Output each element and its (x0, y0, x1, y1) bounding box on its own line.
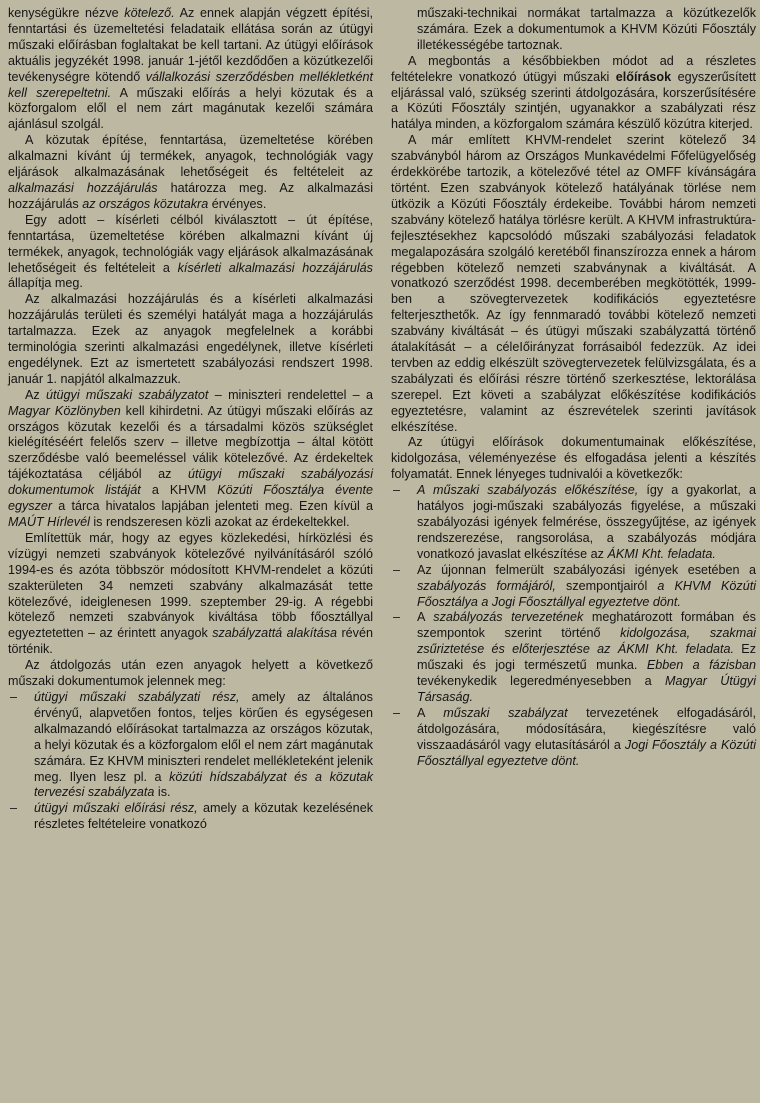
paragraph: Egy adott – kísérleti célból kiválasztott – út építése, fenntartása, üzemeltetése körében alkalmazni kívánt új termékek, anyagok, technológiák vagy eljárások alkalmazásának lehetőségeit és feltételeit a kísérleti alkalmazási hozzájárulás állapítja meg. (8, 212, 373, 291)
right-column (391, 6, 756, 1103)
paragraph: Említettük már, hogy az egyes közlekedési, hírközlési és vízügyi nemzeti szabványok kötelezővé nyilvánításáról szóló 1994-es és azóta többször módosított KHVM-rendelet a közúti szakterületen 34 nemzeti szabvány alkalmazását tette kötelezővé, ideiglenesen 1999. szeptember 29-ig. A régebbi kötelező nemzeti szabványok kiváltása több főosztállyal egyeztetetten – az érintett anyagok szabályzattá alakítása révén történik. (8, 530, 373, 657)
paragraph: kenységükre nézve kötelező. Az ennek alapján végzett építési, fenntartási és üzemeltetési feladataik ellátása során az útügyi műszaki előírásban foglaltakat be kell tartani. Az útügyi előírások aktuális jegyzékét 1998. január 1-jétől kezdődően a közútkezelői tevékenységre kötendő vállalkozási szerződésben mellékletként kell szerepeltetni. A műszaki előírás a helyi közutak és a közforgalom elől el nem zárt magánutak kezelői számára ajánlásul szolgál. (8, 6, 373, 132)
dash-list (391, 483, 756, 769)
paragraph: Az alkalmazási hozzájárulás és a kísérleti alkalmazási hozzájárulás területi és személyi hatályát maga a hozzájárulás tartalmazza. Ezek az anyagok megfelelnek a korábbi terminológia szerinti alkalmazási engedélynek, illetve kísérleti engedélynek. Ezt az ismertetett szabályozási rendszert 1998. január 1. napjától alkalmazzuk. (8, 292, 373, 386)
paragraph: műszaki-technikai normákat tartalmazza a közútkezelők számára. Ezek a dokumentumok a KHVM Közúti Főosztály illetékességébe tartoznak. (417, 6, 756, 52)
paragraph: A már említett KHVM-rendelet szerint kötelező 34 szabványból három az Országos Munkavédelmi Főfelügyelőség érdekkörébe tartozik, a kötelezővé tétel az OMFF kívánságára történt. Ezen szabványok kötelező hatályának törlése nem ütközik a Közúti Főosztály érdekeibe. További három nemzeti szabvány kötelező hatálya törlésre került. A KHVM infrastruktúra-fejlesztésekhez kapcsolódó műszaki szabályozási feladatok megalapozására szolgáló keretéből finanszírozza ennek a három régebben kötelező nemzeti szabványnak a kiváltását. A vonatkozó szerződést 1998. decemberében megkötötték, 1999-ben a szövegtervezetek kodifikációs egyeztetésre felterjeszthetők. Az így fennmaradó további kötelező nemzeti szabvány kiváltását – és útügyi műszaki szabályzattá történő átalakítását – a céleIőirányzat forrásaiból fedezzük. Az idei tervben az eddig elkészült szövegtervezetek felülvizsgálata, és a szabályzati és előírási részre történő szerkesztése, lektorálása szerepel. Ezt követi a szabályzat előkészítése kodifikációs egyeztetésre, valamint az észrevételek szerinti javítások elkészítése. (391, 133, 756, 434)
list-item: – A műszaki szabályzat tervezetének elfogadásáról, átdolgozására, módosítására, kiegészítésre való visszaadásáról vagy elutasításáról a Jogi Főosztály a Közúti Főosztállyal egyeztetve dönt. (391, 706, 756, 770)
paragraph: Az útügyi műszaki szabályzatot – miniszteri rendelettel – a Magyar Közlönyben kell kihirdetni. Az útügyi műszaki előírás az országos közutak kezelői és a társadalmi közös szükséglet kielégítéséért felelős szerv – illetve megbízottja – által kötött szerződésbe való beemeléssel válik kötelezővé. Az érdekeltek tájékoztatása céljából az útügyi műszaki szabályozási dokumentumok listáját a KHVM Közúti Főosztálya évente egyszer a tárca hivatalos lapjában jelenteti meg. Ezen kívül a MAÚT Hírlevél is rendszeresen közli azokat az érdekeltekkel. (8, 387, 373, 529)
list-item: – A műszaki szabályozás előkészítése, így a gyakorlat, a hatályos jogi-műszaki szabályozás figyelése, a műszaki szabályozási igények felmérése, összegyűjtése, az igények rendszerezése, rangsorolása, a szabályozás módjára vonatkozó javaslat elkészítése az ÁKMI Kht. feladata. (391, 483, 756, 563)
list-item: – útügyi műszaki előírási rész, amely a közutak kezelésének részletes feltételeire vonatkozó (8, 801, 373, 833)
paragraph: Az átdolgozás után ezen anyagok helyett a következő műszaki dokumentumok jelennek meg: (8, 658, 373, 689)
list-item: – útügyi műszaki szabályzati rész, amely az általános érvényű, alapvetően fontos, teljes körűen és egységesen alkalmazandó előírásokat tartalmazza az országos közutak, a helyi közutak és a közforgalom elől el nem zárt magánutak számára. Ez KHVM miniszteri rendelet mellékleteként jelenik meg. Ilyen lesz pl. a közúti hídszabályzat és a közutak tervezési szabályzata is. (8, 690, 373, 801)
list-item: – A szabályozás tervezetének meghatározott formában és szempontok szerint történő kidolgozása, szakmai zsűriztetése és előterjesztése az ÁKMI Kht. feladata. Ez műszaki és jogi természetű munka. Ebben a fázisban tevékenykedik legeredményesebben a Magyar Útügyi Társaság. (391, 610, 756, 705)
paragraph: A közutak építése, fenntartása, üzemeltetése körében alkalmazni kívánt új termékek, anyagok, technológiák vagy eljárások alkalmazásának lehetőségeit és feltételeit az alkalmazási hozzájárulás határozza meg. Az alkalmazási hozzájárulás az országos közutakra érvényes. (8, 133, 373, 211)
list-item: – Az újonnan felmerült szabályozási igények esetében a szabályozás formájáról, szempontjairól a KHVM Közúti Főosztálya a Jogi Főosztállyal egyeztetve dönt. (391, 563, 756, 611)
paragraph: A megbontás a későbbiekben módot ad a részletes feltételekre vonatkozó útügyi műszaki előírások egyszerűsített eljárással való, szükség szerinti átdolgozására, korszerűsítésére a Közúti Főosztály szintjén, ugyanakkor a szabályzati rész hatálya minden, a közforgalom számára készülő közútra kiterjed. (391, 53, 756, 132)
left-column (8, 6, 373, 1103)
dash-list (8, 690, 373, 833)
paragraph: Az útügyi előírások dokumentumainak előkészítése, kidolgozása, véleményezése és elfogadása jelenti a készítés folyamatát. Ennek lényeges tudnivalói a következők: (391, 435, 756, 482)
